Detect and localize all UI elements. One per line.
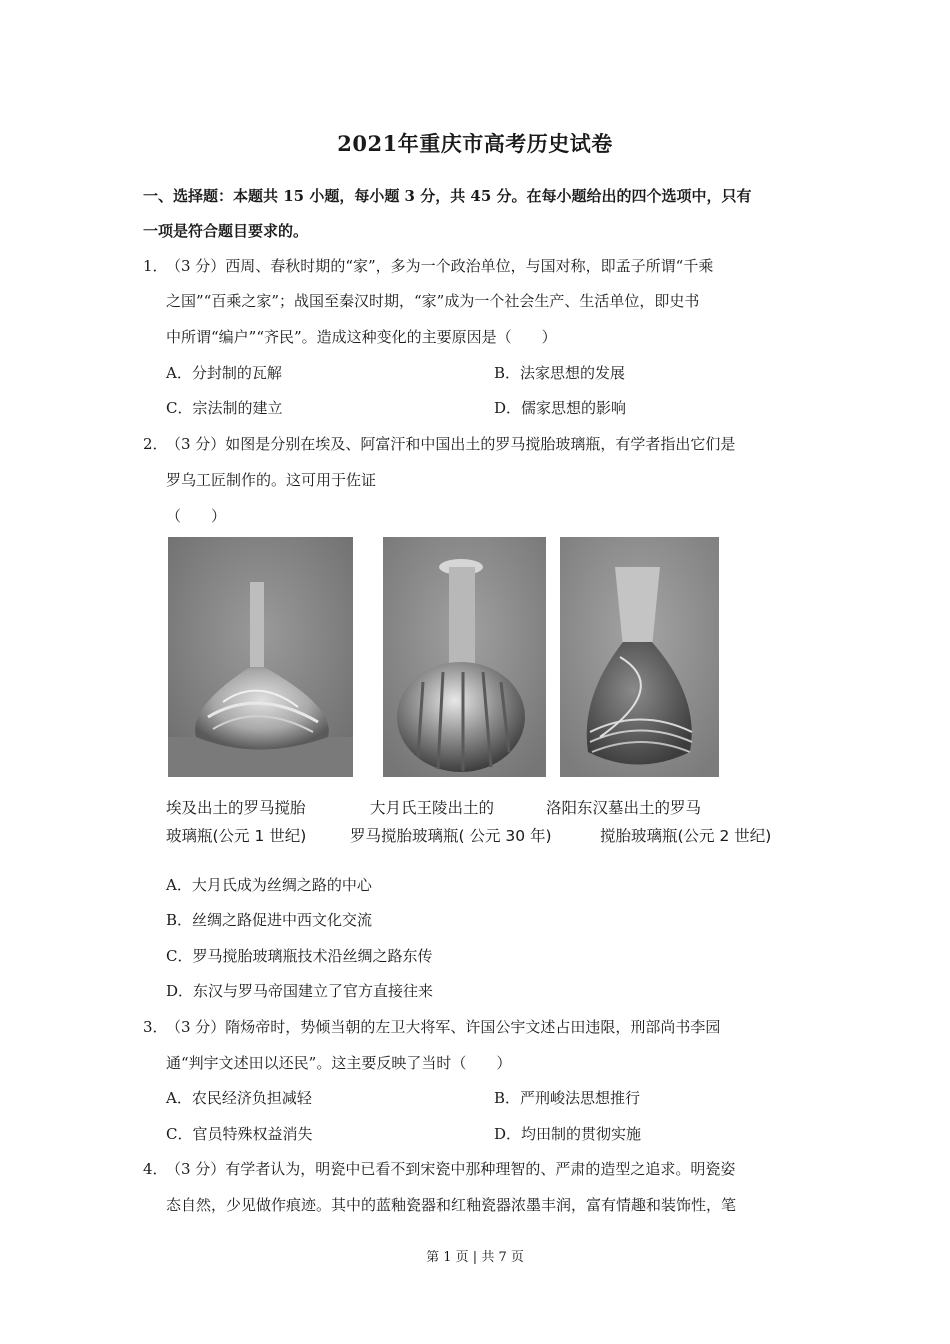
option-d[interactable]: D．儒家思想的影响: [494, 399, 627, 417]
option-c[interactable]: C．官员特殊权益消失: [166, 1125, 313, 1143]
question-text-line: 中所谓“编户”“齐民”。造成这种变化的主要原因是（ ）: [166, 328, 557, 346]
option-d[interactable]: D．东汉与罗马帝国建立了官方直接往来: [166, 982, 434, 1000]
section-heading-line2: 一项是符合题目要求的。: [143, 222, 309, 240]
question-text-line: （3 分）有学者认为，明瓷中已看不到宋瓷中那种理智的、严肃的造型之追求。明瓷姿: [166, 1160, 736, 1178]
question-number: 4．: [143, 1160, 168, 1178]
question-number: 3．: [143, 1018, 168, 1036]
question-text-line: 罗乌工匠制作的。这可用于佐证: [166, 471, 377, 489]
page-title: 2021年重庆市高考历史试卷: [337, 131, 613, 156]
question-number: 2．: [143, 435, 168, 453]
figure-caption-2-line1: 大月氏王陵出土的: [370, 799, 495, 817]
figure-caption-3-line1: 洛阳东汉墓出土的罗马: [546, 799, 702, 817]
option-c[interactable]: C．罗马搅胎玻璃瓶技术沿丝绸之路东传: [166, 947, 433, 965]
option-a[interactable]: A．农民经济负担减轻: [166, 1089, 312, 1107]
question-text-line: 态自然，少见做作痕迹。其中的蓝釉瓷器和红釉瓷器浓墨丰润，富有情趣和装饰性，笔: [166, 1196, 737, 1214]
section-heading-line1: 一、选择题：本题共 15 小题，每小题 3 分，共 45 分。在每小题给出的四个选项中，只有: [143, 187, 752, 205]
option-a[interactable]: A．分封制的瓦解: [166, 364, 282, 382]
figure-caption-1-line1: 埃及出土的罗马搅胎: [166, 799, 306, 817]
figure-caption-1-line2: 玻璃瓶(公元 1 世纪): [166, 827, 307, 845]
question-text-line: （3 分）西周、春秋时期的“家”，多为一个政治单位，与国对称，即孟子所谓“千乘: [166, 257, 714, 275]
glass-bottle-afghanistan-image: [383, 537, 546, 777]
question-number: 1．: [143, 257, 168, 275]
option-a[interactable]: A．大月氏成为丝绸之路的中心: [166, 876, 372, 894]
option-d[interactable]: D．均田制的贯彻实施: [494, 1125, 642, 1143]
option-b[interactable]: B．丝绸之路促进中西文化交流: [166, 911, 373, 929]
glass-bottle-egypt-image: [168, 537, 353, 777]
glass-bottle-luoyang-image: [560, 537, 719, 777]
figure-caption-3-line2: 搅胎玻璃瓶(公元 2 世纪): [600, 827, 772, 845]
option-b[interactable]: B．法家思想的发展: [494, 364, 626, 382]
question-text-line: 之国”“百乘之家”；战国至秦汉时期，“家”成为一个社会生产、生活单位，即史书: [166, 292, 700, 310]
figure-caption-2-line2: 罗马搅胎玻璃瓶( 公元 30 年): [350, 827, 552, 845]
question-text-line: （3 分）隋炀帝时，势倾当朝的左卫大将军、许国公宇文述占田违限，刑部尚书李园: [166, 1018, 721, 1036]
page-footer: 第 1 页 | 共 7 页: [426, 1250, 524, 1265]
question-text-line: 通“判宇文述田以还民”。这主要反映了当时（ ）: [166, 1054, 512, 1072]
option-c[interactable]: C．宗法制的建立: [166, 399, 283, 417]
answer-blank: （ ）: [166, 507, 227, 525]
question-text-line: （3 分）如图是分别在埃及、阿富汗和中国出土的罗马搅胎玻璃瓶，有学者指出它们是: [166, 435, 736, 453]
option-b[interactable]: B．严刑峻法思想推行: [494, 1089, 641, 1107]
